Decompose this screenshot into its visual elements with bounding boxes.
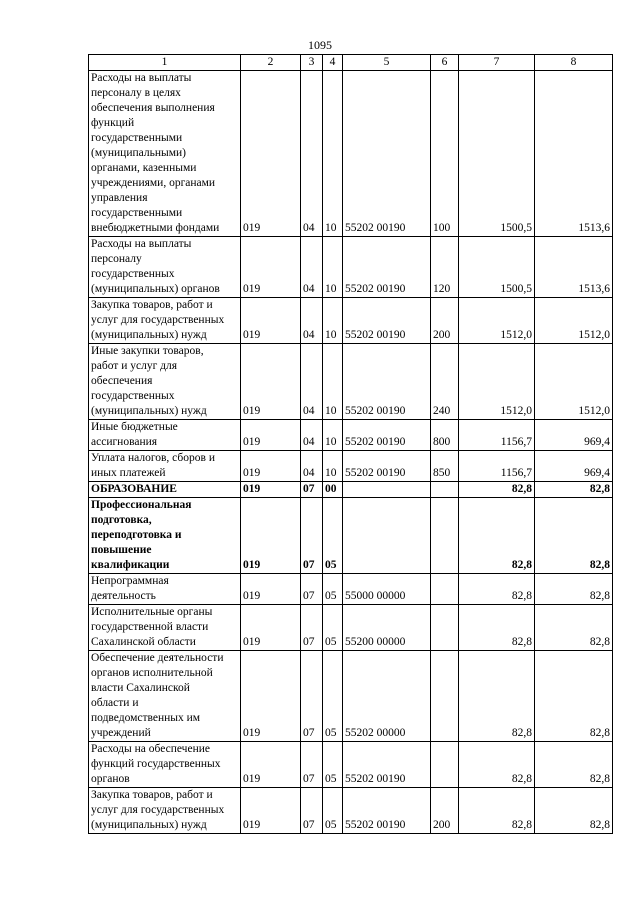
- cell-amount-year1: 82,8: [459, 651, 535, 742]
- cell-ministry-code: 019: [241, 788, 301, 834]
- cell-expense-type: [431, 498, 459, 574]
- cell-target-article: 55202 00000: [343, 651, 431, 742]
- cell-amount-year1: 1512,0: [459, 344, 535, 420]
- cell-expense-name: [89, 298, 241, 344]
- expense-name-line: Расходы на выплаты: [91, 72, 192, 84]
- expense-name-line: Закупка товаров, работ и: [91, 299, 213, 311]
- cell-target-article: 55202 00190: [343, 451, 431, 482]
- cell-expense-name: [89, 651, 241, 742]
- expense-name-line: функций государственных: [91, 758, 221, 770]
- cell-expense-type: [431, 574, 459, 605]
- cell-subsection: 05: [323, 498, 343, 574]
- column-header: 6: [431, 55, 459, 71]
- cell-amount-year2: 82,8: [535, 742, 613, 788]
- cell-expense-type: 120: [431, 237, 459, 298]
- expense-name-line: деятельность: [91, 590, 156, 602]
- expense-name-line: (муниципальными): [91, 147, 186, 159]
- cell-amount-year2: 969,4: [535, 451, 613, 482]
- table-body: [89, 71, 613, 834]
- expense-name-line: государственных: [91, 390, 175, 402]
- cell-expense-type: 200: [431, 298, 459, 344]
- expense-name-line: органов исполнительной: [91, 667, 213, 679]
- expense-name-line: органами, казенными: [91, 162, 197, 174]
- cell-subsection: 10: [323, 451, 343, 482]
- expense-name-line: иных платежей: [91, 467, 166, 479]
- table-row: [89, 574, 613, 605]
- table-row: [89, 482, 613, 498]
- cell-ministry-code: 019: [241, 71, 301, 237]
- cell-expense-name: [89, 788, 241, 834]
- table-row: [89, 71, 613, 237]
- cell-expense-type: 200: [431, 788, 459, 834]
- cell-section: 07: [301, 482, 323, 498]
- expense-name-line: обеспечения: [91, 375, 153, 387]
- cell-expense-type: 100: [431, 71, 459, 237]
- expense-name-line: Иные бюджетные: [91, 421, 178, 433]
- cell-expense-type: [431, 742, 459, 788]
- cell-ministry-code: 019: [241, 237, 301, 298]
- cell-section: 07: [301, 788, 323, 834]
- cell-amount-year1: 1156,7: [459, 420, 535, 451]
- expense-name-line: учреждений: [91, 727, 151, 739]
- cell-expense-name: [89, 482, 241, 498]
- expense-name-line: управления: [91, 192, 148, 204]
- cell-subsection: 10: [323, 344, 343, 420]
- cell-expense-name: [89, 71, 241, 237]
- cell-expense-name: [89, 451, 241, 482]
- cell-section: 04: [301, 237, 323, 298]
- cell-amount-year2: 1513,6: [535, 237, 613, 298]
- cell-expense-name: [89, 344, 241, 420]
- cell-target-article: 55202 00190: [343, 788, 431, 834]
- cell-amount-year2: 1512,0: [535, 298, 613, 344]
- cell-subsection: 05: [323, 788, 343, 834]
- cell-target-article: [343, 482, 431, 498]
- cell-target-article: 55202 00190: [343, 420, 431, 451]
- column-header: 2: [241, 55, 301, 71]
- cell-amount-year1: 82,8: [459, 498, 535, 574]
- expense-name-line: ОБРАЗОВАНИЕ: [91, 483, 177, 495]
- header-row: [89, 55, 613, 71]
- cell-ministry-code: 019: [241, 574, 301, 605]
- expense-name-line: Обеспечение деятельности: [91, 652, 224, 664]
- cell-section: 04: [301, 420, 323, 451]
- cell-target-article: 55202 00190: [343, 344, 431, 420]
- cell-section: 04: [301, 298, 323, 344]
- cell-target-article: 55202 00190: [343, 237, 431, 298]
- cell-amount-year2: 969,4: [535, 420, 613, 451]
- cell-amount-year1: 82,8: [459, 742, 535, 788]
- cell-expense-type: [431, 482, 459, 498]
- expense-name-line: Уплата налогов, сборов и: [91, 452, 215, 464]
- cell-ministry-code: 019: [241, 651, 301, 742]
- table-row: [89, 651, 613, 742]
- cell-subsection: 10: [323, 420, 343, 451]
- expense-name-line: государственными: [91, 207, 183, 219]
- expense-name-line: подготовка,: [91, 514, 152, 526]
- expense-name-line: органов: [91, 773, 130, 785]
- cell-expense-name: [89, 605, 241, 651]
- cell-section: 07: [301, 742, 323, 788]
- budget-table: [88, 54, 613, 834]
- cell-amount-year1: 82,8: [459, 605, 535, 651]
- cell-subsection: 10: [323, 237, 343, 298]
- cell-ministry-code: 019: [241, 344, 301, 420]
- expense-name-line: внебюджетными фондами: [91, 222, 220, 234]
- cell-amount-year2: 1512,0: [535, 344, 613, 420]
- cell-amount-year2: 82,8: [535, 498, 613, 574]
- expense-name-line: персоналу в целях: [91, 87, 181, 99]
- cell-section: 07: [301, 651, 323, 742]
- cell-expense-name: [89, 498, 241, 574]
- table-row: [89, 237, 613, 298]
- expense-name-line: Расходы на обеспечение: [91, 743, 210, 755]
- cell-ministry-code: 019: [241, 742, 301, 788]
- expense-name-line: (муниципальных) нужд: [91, 819, 207, 831]
- expense-name-line: Сахалинской области: [91, 636, 196, 648]
- cell-ministry-code: 019: [241, 482, 301, 498]
- cell-expense-name: [89, 574, 241, 605]
- cell-expense-type: [431, 651, 459, 742]
- expense-name-line: (муниципальных) органов: [91, 283, 220, 295]
- expense-name-line: повышение: [91, 544, 152, 556]
- expense-name-line: переподготовка и: [91, 529, 182, 541]
- cell-amount-year1: 1156,7: [459, 451, 535, 482]
- cell-section: 07: [301, 574, 323, 605]
- cell-ministry-code: 019: [241, 451, 301, 482]
- cell-amount-year2: 82,8: [535, 651, 613, 742]
- expense-name-line: функций: [91, 117, 135, 129]
- expense-name-line: персоналу: [91, 253, 142, 265]
- cell-expense-name: [89, 742, 241, 788]
- cell-amount-year1: 82,8: [459, 482, 535, 498]
- cell-amount-year2: 82,8: [535, 605, 613, 651]
- cell-section: 04: [301, 344, 323, 420]
- cell-subsection: 05: [323, 651, 343, 742]
- expense-name-line: подведомственных им: [91, 712, 201, 724]
- column-header: 8: [535, 55, 613, 71]
- cell-amount-year2: 82,8: [535, 574, 613, 605]
- expense-name-line: услуг для государственных: [91, 314, 225, 326]
- column-header: 5: [343, 55, 431, 71]
- cell-expense-name: [89, 420, 241, 451]
- cell-target-article: 55202 00190: [343, 298, 431, 344]
- cell-subsection: 05: [323, 574, 343, 605]
- expense-name-line: ассигнования: [91, 436, 158, 448]
- cell-ministry-code: 019: [241, 298, 301, 344]
- table-row: [89, 498, 613, 574]
- table-row: [89, 605, 613, 651]
- cell-amount-year2: 82,8: [535, 788, 613, 834]
- expense-name-line: учреждениями, органами: [91, 177, 216, 189]
- column-header: 1: [89, 55, 241, 71]
- table-row: [89, 451, 613, 482]
- cell-ministry-code: 019: [241, 420, 301, 451]
- cell-expense-type: 240: [431, 344, 459, 420]
- cell-target-article: 55000 00000: [343, 574, 431, 605]
- cell-target-article: 55202 00190: [343, 742, 431, 788]
- expense-name-line: услуг для государственных: [91, 804, 225, 816]
- cell-amount-year1: 1512,0: [459, 298, 535, 344]
- cell-expense-name: [89, 237, 241, 298]
- cell-target-article: [343, 498, 431, 574]
- table-row: [89, 420, 613, 451]
- expense-name-line: Профессиональная: [91, 499, 192, 511]
- cell-subsection: 10: [323, 71, 343, 237]
- expense-name-line: государственных: [91, 268, 175, 280]
- expense-name-line: работ и услуг для: [91, 360, 178, 372]
- cell-section: 07: [301, 498, 323, 574]
- page-number: 1095: [308, 38, 332, 52]
- cell-section: 04: [301, 71, 323, 237]
- column-header: 3: [301, 55, 323, 71]
- cell-subsection: 10: [323, 298, 343, 344]
- column-header: 4: [323, 55, 343, 71]
- cell-ministry-code: 019: [241, 498, 301, 574]
- table-row: [89, 742, 613, 788]
- expense-name-line: Закупка товаров, работ и: [91, 789, 213, 801]
- cell-expense-type: 850: [431, 451, 459, 482]
- cell-subsection: 05: [323, 742, 343, 788]
- expense-name-line: Непрограммная: [91, 575, 169, 587]
- table-row: [89, 788, 613, 834]
- cell-amount-year2: 1513,6: [535, 71, 613, 237]
- cell-subsection: 05: [323, 605, 343, 651]
- expense-name-line: Исполнительные органы: [91, 606, 213, 618]
- cell-subsection: 00: [323, 482, 343, 498]
- expense-name-line: области и: [91, 697, 139, 709]
- expense-name-line: Иные закупки товаров,: [91, 345, 204, 357]
- cell-target-article: 55200 00000: [343, 605, 431, 651]
- cell-amount-year1: 82,8: [459, 788, 535, 834]
- table-row: [89, 298, 613, 344]
- table-header: [89, 55, 613, 71]
- column-header: 7: [459, 55, 535, 71]
- expense-name-line: Расходы на выплаты: [91, 238, 192, 250]
- cell-amount-year1: 82,8: [459, 574, 535, 605]
- expense-name-line: обеспечения выполнения: [91, 102, 215, 114]
- cell-amount-year2: 82,8: [535, 482, 613, 498]
- cell-amount-year1: 1500,5: [459, 71, 535, 237]
- expense-name-line: государственными: [91, 132, 183, 144]
- cell-ministry-code: 019: [241, 605, 301, 651]
- cell-expense-type: [431, 605, 459, 651]
- cell-section: 04: [301, 451, 323, 482]
- cell-amount-year1: 1500,5: [459, 237, 535, 298]
- table-row: [89, 344, 613, 420]
- expense-name-line: (муниципальных) нужд: [91, 405, 207, 417]
- cell-section: 07: [301, 605, 323, 651]
- cell-expense-type: 800: [431, 420, 459, 451]
- expense-name-line: власти Сахалинской: [91, 682, 190, 694]
- expense-name-line: государственной власти: [91, 621, 209, 633]
- expense-name-line: квалификации: [91, 559, 170, 571]
- cell-target-article: 55202 00190: [343, 71, 431, 237]
- expense-name-line: (муниципальных) нужд: [91, 329, 207, 341]
